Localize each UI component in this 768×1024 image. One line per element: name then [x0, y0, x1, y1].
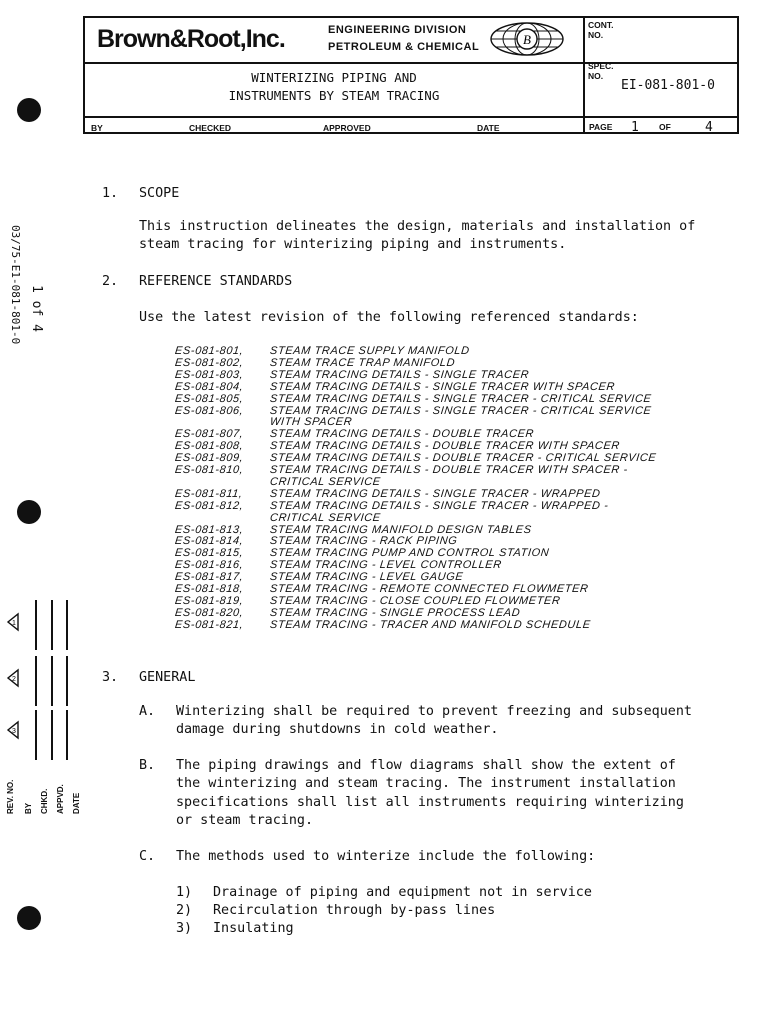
paragraph-line: the winterizing and steam tracing. The instrument installation: [176, 776, 676, 791]
rev-bar: [35, 710, 37, 760]
standard-code: ES-081-816,: [174, 559, 245, 572]
standard-code: ES-081-807,: [174, 428, 245, 441]
rev-no-label: REV. NO.: [6, 779, 15, 814]
rev-bar: [35, 600, 37, 650]
standard-code: ES-081-821,: [174, 618, 245, 631]
rev-bar: [51, 710, 53, 760]
standard-description: STEAM TRACING - RACK PIPING: [269, 535, 458, 548]
rev-bar: [66, 600, 68, 650]
margin-page: 1 of 4: [29, 285, 44, 332]
standard-code: ES-081-808,: [174, 440, 245, 453]
spec-number: EI-081-801-0: [621, 78, 715, 93]
standard-description: STEAM TRACING DETAILS - SINGLE TRACER - CRITICAL SERVICE: [269, 404, 653, 417]
standard-code: ES-081-819,: [174, 594, 245, 607]
standard-description: STEAM TRACING DETAILS - SINGLE TRACER - WRAPPED -: [269, 499, 610, 512]
standard-code: ES-081-820,: [174, 606, 245, 619]
standard-description: STEAM TRACING - LEVEL GAUGE: [269, 571, 464, 584]
rev-bar: [51, 656, 53, 706]
page-number: 1: [631, 120, 639, 135]
standard-description: STEAM TRACING PUMP AND CONTROL STATION: [269, 547, 550, 560]
list-number: 2): [176, 903, 193, 918]
rev-chkd-label: CHKD.: [40, 788, 49, 814]
document-title-line-2: INSTRUMENTS BY STEAM TRACING: [228, 88, 440, 103]
document-title-line-1: WINTERIZING PIPING AND: [251, 70, 417, 85]
list-number: 3): [176, 921, 193, 936]
rule: [85, 62, 737, 64]
standard-code: ES-081-813,: [174, 523, 245, 536]
standard-description: STEAM TRACING DETAILS - DOUBLE TRACER - CRITICAL SERVICE: [269, 452, 657, 465]
paragraph-line: Winterizing shall be required to prevent freezing and subsequent: [176, 704, 692, 719]
rev-appvd-label: APPVD.: [56, 784, 65, 814]
of-label: OF: [659, 122, 671, 132]
standard-description: STEAM TRACING DETAILS - DOUBLE TRACER WITH SPACER -: [269, 464, 629, 476]
item-label: C.: [139, 849, 156, 864]
standard-code: ES-081-817,: [174, 571, 245, 584]
standard-description: STEAM TRACING DETAILS - SINGLE TRACER - CRITICAL SERVICE: [269, 392, 653, 405]
rev-by-label: BY: [24, 802, 33, 814]
rev-bar: [51, 600, 53, 650]
rule: [85, 116, 737, 118]
by-label: BY: [91, 123, 103, 133]
division-line-1: ENGINEERING DIVISION: [328, 24, 467, 36]
standard-description: STEAM TRACING - REMOTE CONNECTED FLOWMETER: [269, 583, 590, 595]
spec-no-label: NO.: [588, 71, 604, 81]
standard-description: STEAM TRACING DETAILS - SINGLE TRACER: [269, 368, 530, 381]
standard-description: STEAM TRACING - LEVEL CONTROLLER: [269, 559, 503, 572]
standard-code: ES-081-815,: [174, 547, 245, 560]
paragraph-line: damage during shutdowns in cold weather.: [176, 722, 499, 737]
standard-code: ES-081-805,: [174, 392, 245, 405]
standard-description: STEAM TRACING - TRACER AND MANIFOLD SCHEDULE: [269, 618, 592, 631]
standard-description: STEAM TRACING DETAILS - DOUBLE TRACER: [269, 428, 535, 441]
standard-description: CRITICAL SERVICE: [269, 475, 382, 488]
division-line-2: PETROLEUM & CHEMICAL: [328, 41, 480, 53]
standard-description: CRITICAL SERVICE: [269, 511, 382, 524]
list-item: Drainage of piping and equipment not in service: [213, 885, 592, 900]
date-label: DATE: [477, 123, 500, 133]
approved-label: APPROVED: [323, 123, 371, 133]
rev-date-label: DATE: [72, 792, 81, 814]
rev-bar: [35, 656, 37, 706]
standard-description: STEAM TRACING - CLOSE COUPLED FLOWMETER: [269, 594, 562, 607]
standard-description: STEAM TRACE TRAP MANIFOLD: [269, 356, 456, 369]
standard-code: ES-081-804,: [174, 380, 245, 393]
rev-mark: 2: [12, 676, 16, 683]
rev-triangle-icon: [6, 668, 20, 688]
standard-description: WITH SPACER: [269, 416, 353, 429]
checked-label: CHECKED: [189, 123, 232, 133]
section-number: 3.: [102, 670, 119, 685]
standard-description: STEAM TRACE SUPPLY MANIFOLD: [269, 345, 471, 357]
item-label: A.: [139, 704, 156, 719]
rev-mark: 3: [12, 728, 16, 735]
standard-code: ES-081-803,: [174, 368, 245, 381]
paragraph-line: Use the latest revision of the following referenced standards:: [139, 310, 639, 325]
paragraph-line: steam tracing for winterizing piping and instruments.: [139, 237, 567, 252]
rev-triangle-icon: [6, 612, 20, 632]
list-item: Recirculation through by-pass lines: [213, 903, 496, 918]
standard-code: ES-081-802,: [174, 356, 245, 369]
section-number: 1.: [102, 186, 119, 201]
standard-description: STEAM TRACING DETAILS - SINGLE TRACER - WRAPPED: [269, 487, 602, 500]
page-label: PAGE: [589, 122, 613, 132]
standard-code: ES-081-812,: [174, 499, 245, 512]
punch-hole: [17, 98, 41, 122]
standard-description: STEAM TRACING DETAILS - SINGLE TRACER WITH SPACER: [269, 380, 616, 393]
company-logo: Brown&Root,Inc.: [97, 25, 285, 53]
margin-spec-id: 03/75-E1-081-801-0: [9, 225, 22, 345]
globe-logo-icon: [489, 20, 565, 58]
standard-description: STEAM TRACING DETAILS - DOUBLE TRACER WITH SPACER: [269, 440, 621, 453]
paragraph-line: The piping drawings and flow diagrams shall show the extent of: [176, 758, 676, 773]
rev-bar: [66, 656, 68, 706]
list-number: 1): [176, 885, 193, 900]
standard-code: ES-081-801,: [174, 345, 245, 357]
standard-code: ES-081-806,: [174, 404, 245, 417]
rev-bar: [66, 710, 68, 760]
spec-label: SPEC.: [588, 61, 614, 71]
page-total: 4: [705, 120, 713, 135]
rev-mark: 1: [12, 620, 16, 627]
cont-label: CONT.: [588, 20, 614, 30]
punch-hole: [17, 500, 41, 524]
standard-code: ES-081-810,: [174, 464, 245, 476]
paragraph-line: specifications shall list all instruments requiring winterizing: [176, 795, 684, 810]
standard-code: ES-081-811,: [174, 487, 244, 500]
standard-code: ES-081-809,: [174, 452, 245, 465]
section-title-scope: SCOPE: [139, 186, 180, 201]
paragraph-line: This instruction delineates the design, materials and installation of: [139, 219, 696, 234]
cont-no-label: NO.: [588, 30, 604, 40]
punch-hole: [17, 906, 41, 930]
standard-code: ES-081-814,: [174, 535, 245, 548]
paragraph-line: or steam tracing.: [176, 813, 314, 828]
section-number: 2.: [102, 274, 119, 289]
section-title-general: GENERAL: [139, 670, 196, 685]
list-item: Insulating: [213, 921, 294, 936]
rule: [583, 18, 585, 132]
svg-text:B: B: [523, 32, 531, 47]
standard-description: STEAM TRACING - SINGLE PROCESS LEAD: [269, 606, 521, 619]
standard-description: STEAM TRACING MANIFOLD DESIGN TABLES: [269, 523, 533, 536]
section-title-reference-standards: REFERENCE STANDARDS: [139, 274, 293, 289]
standard-code: ES-081-818,: [174, 583, 245, 595]
rev-triangle-icon: [6, 720, 20, 740]
item-label: B.: [139, 758, 156, 773]
title-block: [83, 16, 739, 134]
paragraph-line: The methods used to winterize include the following:: [176, 849, 596, 864]
